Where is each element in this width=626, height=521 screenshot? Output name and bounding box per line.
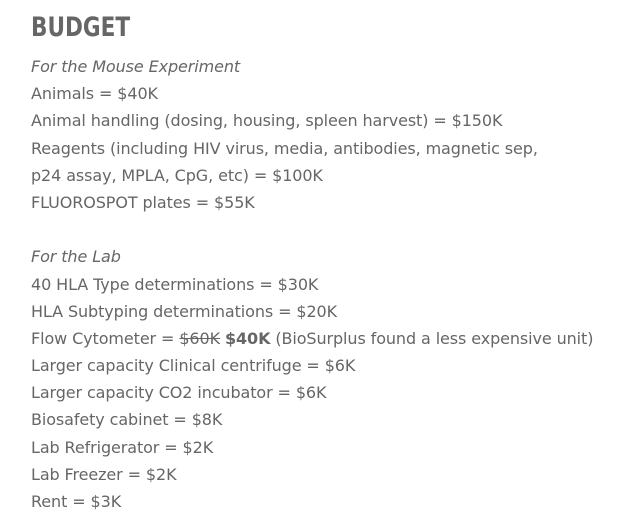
budget-item-hla-subtyping: HLA Subtyping determinations = $20K [31, 301, 338, 321]
budget-item-reagents-continued: p24 assay, MPLA, CpG, etc) = $100K [31, 165, 323, 185]
budget-item-co2-incubator: Larger capacity CO2 incubator = $6K [31, 383, 327, 403]
section-title-lab: For the Lab [31, 247, 121, 267]
budget-content [31, 53, 621, 515]
budget-item-reagents: Reagents (including HIV virus, media, antibodies, magnetic sep, [31, 138, 538, 158]
section-title-mouse: For the Mouse Experiment [31, 57, 241, 76]
budget-item-lab-freezer: Lab Freezer = $2K [31, 464, 177, 484]
old-price: $60K [179, 328, 220, 348]
budget-item-animals: Animals = $40K [31, 84, 158, 104]
budget-item-animal-handling: Animal handling (dosing, housing, spleen harvest) = $150K [31, 111, 503, 131]
budget-item-fluorospot: FLUOROSPOT plates = $55K [31, 192, 255, 212]
new-price: $40K [224, 328, 271, 348]
budget-item-rent: Rent = $3K [31, 492, 122, 511]
flow-cytometer-note: (BioSurplus found a less expensive unit) [275, 328, 594, 348]
budget-item-centrifuge: Larger capacity Clinical centrifuge = $6K [31, 356, 356, 376]
budget-item-biosafety-cabinet: Biosafety cabinet = $8K [31, 410, 223, 430]
budget-item-hla-type: 40 HLA Type determinations = $30K [31, 274, 319, 294]
page-title: BUDGET [31, 12, 131, 43]
section-spacer [31, 216, 621, 243]
flow-cytometer-label: Flow Cytometer = [31, 328, 180, 348]
budget-item-lab-refrigerator: Lab Refrigerator = $2K [31, 437, 214, 457]
budget-item-flow-cytometer [31, 325, 621, 352]
